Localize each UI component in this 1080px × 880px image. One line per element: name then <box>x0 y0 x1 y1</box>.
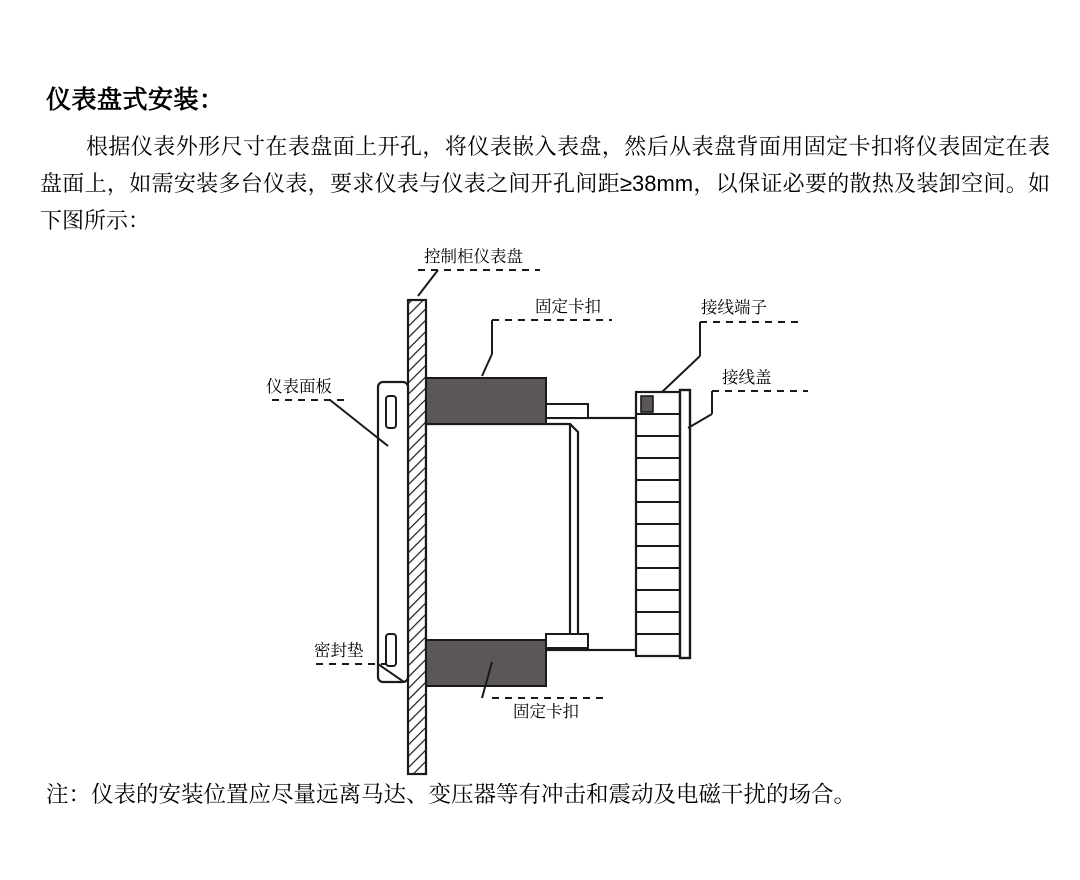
label-clip-bottom: 固定卡扣 <box>513 703 579 721</box>
label-gasket: 密封垫 <box>314 642 364 660</box>
fixing-clip-top-shape <box>426 378 588 424</box>
terminal-cover-shape <box>680 390 690 658</box>
note-text: 注：仪表的安装位置应尽量远离马达、变压器等有冲击和震动及电磁干扰的场合。 <box>46 782 857 807</box>
installation-diagram <box>0 236 1080 776</box>
label-front-panel: 仪表面板 <box>266 378 332 396</box>
panel-board-shape <box>408 300 426 774</box>
fixing-clip-bottom-shape <box>426 634 588 686</box>
terminal-block-shape <box>636 392 680 656</box>
body-paragraph: 根据仪表外形尺寸在表盘面上开孔，将仪表嵌入表盘，然后从表盘背面用固定卡扣将仪表固定在表盘面上，如需安装多台仪表，要求仪表与仪表之间开孔间距≥38mm，以保证必要的散热及装卸空间。如下图所示： <box>40 134 1050 233</box>
front-panel-shape <box>378 382 408 682</box>
label-panel-board: 控制柜仪表盘 <box>424 248 523 266</box>
page-title: 仪表盘式安装： <box>46 86 225 114</box>
diagram-svg <box>0 236 1080 776</box>
instrument-body-shape <box>426 418 646 650</box>
label-terminal: 接线端子 <box>701 299 767 317</box>
label-clip-top: 固定卡扣 <box>535 298 601 316</box>
label-terminal-cover: 接线盖 <box>722 369 772 387</box>
